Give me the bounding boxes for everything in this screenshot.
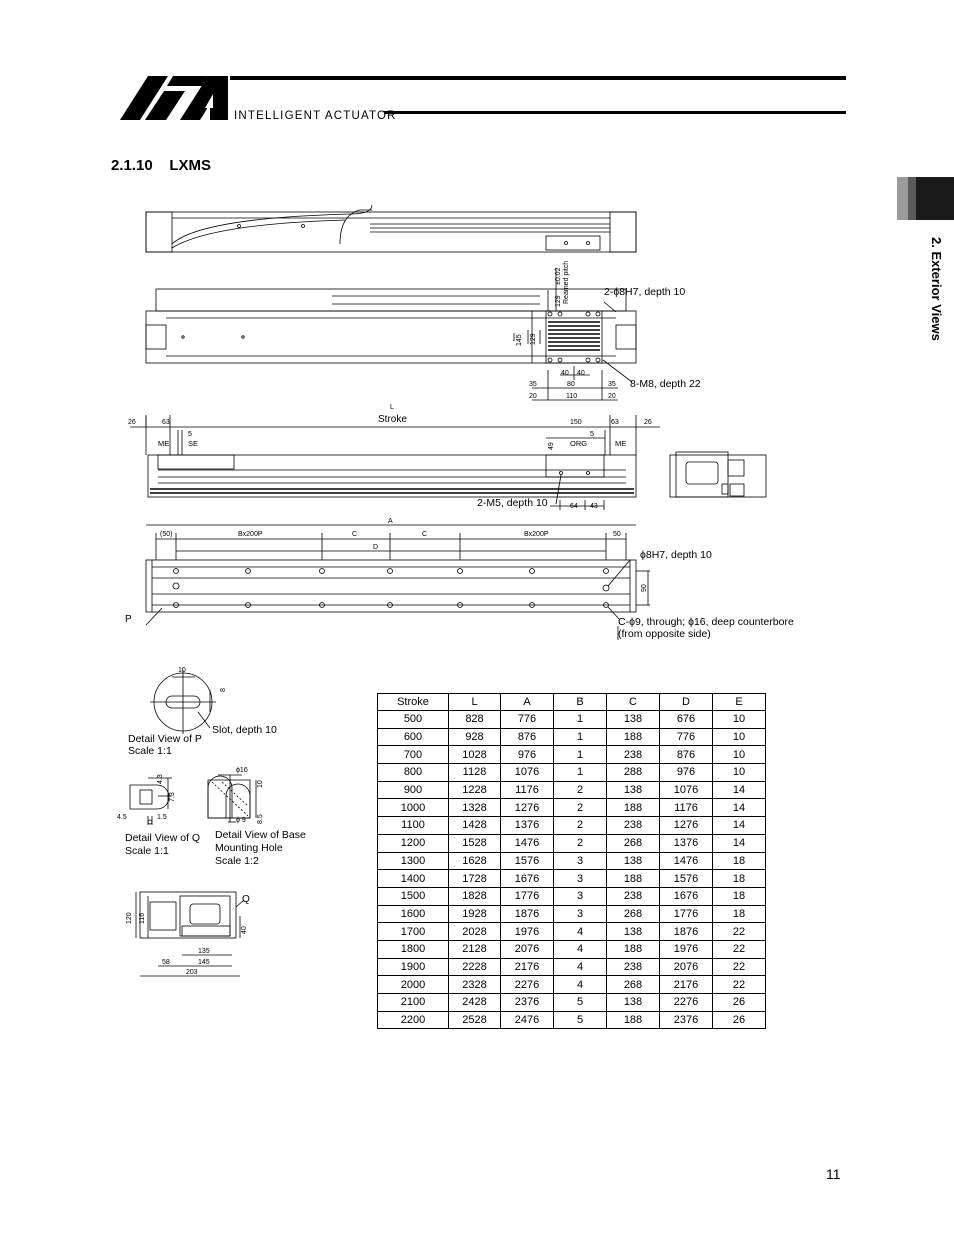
dim-150: 150 bbox=[570, 419, 582, 426]
table-cell: 14 bbox=[713, 799, 766, 817]
label-detail-q-2: Scale 1:1 bbox=[125, 845, 169, 857]
label-detail-p-2: Scale 1:1 bbox=[128, 745, 172, 757]
label-Q: Q bbox=[242, 894, 250, 905]
label-b2: Bx200P bbox=[524, 531, 549, 538]
table-cell: 2176 bbox=[660, 976, 713, 994]
table-cell: 2076 bbox=[501, 940, 554, 958]
stroke-dimension-table bbox=[377, 693, 766, 1029]
label-fifty-paren: (50) bbox=[160, 531, 173, 538]
table-cell: 238 bbox=[607, 887, 660, 905]
table-cell: 14 bbox=[713, 817, 766, 835]
table-row bbox=[378, 711, 766, 729]
detail-view-q bbox=[130, 778, 172, 825]
label-taps-m8: 8-M8, depth 22 bbox=[630, 378, 701, 390]
chapter-tab-label: 2. Exterior Views bbox=[929, 237, 944, 341]
chapter-tab bbox=[897, 177, 954, 220]
table-cell: 2176 bbox=[501, 958, 554, 976]
table-cell: 4 bbox=[554, 958, 607, 976]
label-P: P bbox=[125, 614, 132, 625]
table-cell: 676 bbox=[660, 711, 713, 729]
table-cell: 138 bbox=[607, 994, 660, 1012]
column-header: A bbox=[501, 694, 554, 711]
table-row bbox=[378, 976, 766, 994]
table-cell: 1876 bbox=[501, 905, 554, 923]
label-me-right: ME bbox=[615, 439, 627, 448]
table-cell: 1576 bbox=[501, 852, 554, 870]
table-cell: 4 bbox=[554, 976, 607, 994]
table-cell: 3 bbox=[554, 852, 607, 870]
column-header: E bbox=[713, 694, 766, 711]
table-cell: 2328 bbox=[449, 976, 501, 994]
table-cell: 1576 bbox=[660, 870, 713, 888]
table-cell: 1100 bbox=[378, 817, 449, 835]
top-side-view bbox=[146, 205, 636, 252]
table-cell: 2276 bbox=[660, 994, 713, 1012]
dim-e116: 116 bbox=[139, 912, 146, 924]
dim-q73: 7.3 bbox=[169, 792, 176, 802]
table-header-row bbox=[378, 694, 766, 711]
table-cell: 1076 bbox=[660, 781, 713, 799]
table-cell: 1228 bbox=[449, 781, 501, 799]
dim-b9: ϕ 9 bbox=[236, 817, 246, 824]
table-cell: 2476 bbox=[501, 1011, 554, 1029]
table-cell: 26 bbox=[713, 994, 766, 1012]
table-cell: 1000 bbox=[378, 799, 449, 817]
dim-26a: 26 bbox=[128, 419, 136, 426]
label-detail-base-3: Scale 1:2 bbox=[215, 855, 259, 867]
label-se: SE bbox=[188, 439, 199, 448]
brand-name: INTELLIGENT ACTUATOR bbox=[234, 110, 397, 122]
table-cell: 5 bbox=[554, 994, 607, 1012]
table-cell: 188 bbox=[607, 728, 660, 746]
top-plan-view bbox=[146, 289, 636, 400]
table-cell: 268 bbox=[607, 834, 660, 852]
table-cell: 2000 bbox=[378, 976, 449, 994]
dim-129a: 129 bbox=[555, 295, 562, 307]
table-cell: 10 bbox=[713, 746, 766, 764]
dim-q43: 4.3 bbox=[157, 774, 164, 784]
label-L: L bbox=[390, 404, 394, 411]
table-cell: 2276 bbox=[501, 976, 554, 994]
page-number: 11 bbox=[826, 1166, 841, 1182]
dim-145: 145 bbox=[516, 334, 523, 346]
table-cell: 1 bbox=[554, 728, 607, 746]
table-cell: 138 bbox=[607, 711, 660, 729]
dim-129b: 129 bbox=[530, 333, 537, 345]
label-counterbore-1: C-ϕ9, through; ϕ16, deep counterbore bbox=[618, 616, 794, 628]
dim-5a: 5 bbox=[188, 431, 192, 438]
table-cell: 188 bbox=[607, 1011, 660, 1029]
dim-5b: 5 bbox=[590, 431, 594, 438]
table-cell: 1976 bbox=[501, 923, 554, 941]
table-row bbox=[378, 746, 766, 764]
table-cell: 238 bbox=[607, 817, 660, 835]
dim-b85: 8.5 bbox=[257, 814, 264, 824]
table-cell: 22 bbox=[713, 940, 766, 958]
table-cell: 138 bbox=[607, 781, 660, 799]
table-cell: 188 bbox=[607, 799, 660, 817]
table-cell: 2 bbox=[554, 781, 607, 799]
detail-view-base-hole bbox=[208, 775, 256, 822]
table-cell: 2 bbox=[554, 834, 607, 852]
table-cell: 1 bbox=[554, 764, 607, 782]
label-org: ORG bbox=[570, 439, 588, 448]
label-taps-m5: 2-M5, depth 10 bbox=[477, 497, 548, 509]
table-cell: 18 bbox=[713, 887, 766, 905]
table-cell: 2200 bbox=[378, 1011, 449, 1029]
column-header: L bbox=[449, 694, 501, 711]
table-cell: 1728 bbox=[449, 870, 501, 888]
dim-90: 90 bbox=[641, 584, 648, 592]
table-cell: 2 bbox=[554, 817, 607, 835]
table-cell: 1028 bbox=[449, 746, 501, 764]
table-cell: 1776 bbox=[660, 905, 713, 923]
table-cell: 976 bbox=[501, 746, 554, 764]
table-cell: 2528 bbox=[449, 1011, 501, 1029]
table-cell: 14 bbox=[713, 834, 766, 852]
table-cell: 238 bbox=[607, 958, 660, 976]
table-cell: 188 bbox=[607, 940, 660, 958]
table-cell: 3 bbox=[554, 905, 607, 923]
table-cell: 1328 bbox=[449, 799, 501, 817]
table-cell: 1676 bbox=[501, 870, 554, 888]
table-cell: 138 bbox=[607, 852, 660, 870]
table-cell: 1500 bbox=[378, 887, 449, 905]
table-cell: 1376 bbox=[660, 834, 713, 852]
table-row bbox=[378, 799, 766, 817]
dim-20a: 20 bbox=[529, 393, 537, 400]
detail-view-p bbox=[150, 670, 216, 734]
label-fifty: 50 bbox=[613, 531, 621, 538]
dim-49: 49 bbox=[548, 442, 555, 450]
table-cell: 22 bbox=[713, 923, 766, 941]
dim-43: 43 bbox=[590, 503, 598, 510]
table-cell: 2128 bbox=[449, 940, 501, 958]
label-detail-base-2: Mounting Hole bbox=[215, 842, 283, 854]
dim-e120: 120 bbox=[126, 912, 133, 924]
table-cell: 138 bbox=[607, 923, 660, 941]
table-cell: 1900 bbox=[378, 958, 449, 976]
column-header: D bbox=[660, 694, 713, 711]
dim-40b: 40 bbox=[577, 370, 585, 377]
table-cell: 2376 bbox=[660, 1011, 713, 1029]
base-bottom-view bbox=[146, 525, 650, 640]
section-name: LXMS bbox=[169, 157, 212, 174]
dim-80: 80 bbox=[567, 381, 575, 388]
dim-40a: 40 bbox=[561, 370, 569, 377]
label-detail-q-1: Detail View of Q bbox=[125, 832, 201, 844]
table-row bbox=[378, 764, 766, 782]
dim-q15: 1.5 bbox=[157, 814, 167, 821]
dim-63a: 63 bbox=[162, 419, 170, 426]
table-cell: 976 bbox=[660, 764, 713, 782]
header-rule-top bbox=[230, 76, 846, 80]
dim-110: 110 bbox=[566, 393, 578, 400]
label-reamed: Reamed pitch bbox=[563, 260, 570, 304]
table-cell: 776 bbox=[660, 728, 713, 746]
side-elevation-view bbox=[130, 415, 660, 510]
label-b1: Bx200P bbox=[238, 531, 263, 538]
table-cell: 14 bbox=[713, 781, 766, 799]
dim-b10: 10 bbox=[257, 780, 264, 788]
table-cell: 3 bbox=[554, 870, 607, 888]
table-row bbox=[378, 905, 766, 923]
table-cell: 1628 bbox=[449, 852, 501, 870]
end-view bbox=[670, 452, 766, 497]
table-row bbox=[378, 1011, 766, 1029]
table-row bbox=[378, 834, 766, 852]
table-cell: 1700 bbox=[378, 923, 449, 941]
table-cell: 26 bbox=[713, 1011, 766, 1029]
table-cell: 1276 bbox=[660, 817, 713, 835]
label-c1: C bbox=[352, 531, 358, 538]
table-cell: 1 bbox=[554, 746, 607, 764]
table-cell: 1276 bbox=[501, 799, 554, 817]
table-cell: 10 bbox=[713, 711, 766, 729]
table-cell: 22 bbox=[713, 958, 766, 976]
table-cell: 238 bbox=[607, 746, 660, 764]
dim-64: 64 bbox=[570, 503, 578, 510]
table-cell: 268 bbox=[607, 905, 660, 923]
table-cell: 10 bbox=[713, 728, 766, 746]
section-number: 2.1.10 bbox=[111, 157, 153, 174]
table-cell: 1476 bbox=[660, 852, 713, 870]
table-cell: 1476 bbox=[501, 834, 554, 852]
table-cell: 5 bbox=[554, 1011, 607, 1029]
table-row bbox=[378, 940, 766, 958]
table-cell: 2 bbox=[554, 799, 607, 817]
table-cell: 1076 bbox=[501, 764, 554, 782]
label-me-left: ME bbox=[158, 439, 170, 448]
label-detail-base-1: Detail View of Base bbox=[215, 829, 306, 841]
dim-20b: 20 bbox=[608, 393, 616, 400]
label-stroke: Stroke bbox=[378, 414, 407, 425]
table-cell: 1600 bbox=[378, 905, 449, 923]
table-cell: 1776 bbox=[501, 887, 554, 905]
table-cell: 1 bbox=[554, 711, 607, 729]
column-header: C bbox=[607, 694, 660, 711]
dim-b16: ϕ16 bbox=[236, 767, 248, 774]
dim-63b: 63 bbox=[611, 419, 619, 426]
dim-e58: 58 bbox=[162, 959, 170, 966]
table-row bbox=[378, 817, 766, 835]
label-counterbore-2: (from opposite side) bbox=[618, 628, 711, 640]
table-cell: 928 bbox=[449, 728, 501, 746]
table-cell: 4 bbox=[554, 940, 607, 958]
table-cell: 2028 bbox=[449, 923, 501, 941]
dim-e145: 145 bbox=[198, 959, 210, 966]
table-cell: 800 bbox=[378, 764, 449, 782]
table-cell: 4 bbox=[554, 923, 607, 941]
table-cell: 700 bbox=[378, 746, 449, 764]
table-cell: 10 bbox=[713, 764, 766, 782]
table-cell: 288 bbox=[607, 764, 660, 782]
table-cell: 1676 bbox=[660, 887, 713, 905]
table-cell: 776 bbox=[501, 711, 554, 729]
end-view-detail bbox=[136, 892, 244, 976]
table-row bbox=[378, 781, 766, 799]
table-body bbox=[378, 711, 766, 1029]
label-D: D bbox=[373, 544, 379, 551]
dim-p10: 10 bbox=[178, 667, 186, 674]
table-cell: 2376 bbox=[501, 994, 554, 1012]
label-pin-hole-base: ϕ8H7, depth 10 bbox=[640, 549, 712, 561]
table-row bbox=[378, 728, 766, 746]
table-cell: 1176 bbox=[501, 781, 554, 799]
header-rule-bottom bbox=[384, 111, 846, 114]
table-cell: 876 bbox=[660, 746, 713, 764]
table-cell: 2076 bbox=[660, 958, 713, 976]
table-cell: 18 bbox=[713, 870, 766, 888]
dim-q45: 4.5 bbox=[117, 814, 127, 821]
dim-35b: 35 bbox=[608, 381, 616, 388]
label-c2: C bbox=[422, 531, 428, 538]
table-cell: 1876 bbox=[660, 923, 713, 941]
table-cell: 1428 bbox=[449, 817, 501, 835]
table-row bbox=[378, 887, 766, 905]
table-cell: 900 bbox=[378, 781, 449, 799]
table-cell: 1976 bbox=[660, 940, 713, 958]
table-cell: 18 bbox=[713, 905, 766, 923]
table-cell: 1800 bbox=[378, 940, 449, 958]
table-row bbox=[378, 852, 766, 870]
table-cell: 500 bbox=[378, 711, 449, 729]
table-cell: 1400 bbox=[378, 870, 449, 888]
label-A: A bbox=[388, 518, 393, 525]
label-tolerance: ±0.02 bbox=[555, 267, 562, 285]
table-cell: 1128 bbox=[449, 764, 501, 782]
table-cell: 188 bbox=[607, 870, 660, 888]
label-pin-holes: 2-ϕ8H7, depth 10 bbox=[604, 286, 686, 298]
iai-logo bbox=[118, 74, 230, 122]
table-cell: 3 bbox=[554, 887, 607, 905]
column-header: B bbox=[554, 694, 607, 711]
table-cell: 1176 bbox=[660, 799, 713, 817]
table-row bbox=[378, 958, 766, 976]
dim-e203: 203 bbox=[186, 969, 198, 976]
dim-e135: 135 bbox=[198, 948, 210, 955]
table-cell: 268 bbox=[607, 976, 660, 994]
table-cell: 2100 bbox=[378, 994, 449, 1012]
table-row bbox=[378, 994, 766, 1012]
table-cell: 876 bbox=[501, 728, 554, 746]
table-cell: 22 bbox=[713, 976, 766, 994]
table-cell: 1200 bbox=[378, 834, 449, 852]
dim-35a: 35 bbox=[529, 381, 537, 388]
section-title bbox=[111, 157, 211, 174]
dim-p8: 8 bbox=[220, 688, 227, 692]
table-cell: 1376 bbox=[501, 817, 554, 835]
label-detail-p-1: Detail View of P bbox=[128, 733, 202, 745]
dim-e40: 40 bbox=[241, 926, 248, 934]
dim-26b: 26 bbox=[644, 419, 652, 426]
label-slot: Slot, depth 10 bbox=[212, 724, 277, 736]
table-cell: 1828 bbox=[449, 887, 501, 905]
table-cell: 828 bbox=[449, 711, 501, 729]
table-cell: 2228 bbox=[449, 958, 501, 976]
table-cell: 18 bbox=[713, 852, 766, 870]
table-row bbox=[378, 870, 766, 888]
table-cell: 1300 bbox=[378, 852, 449, 870]
table-cell: 1528 bbox=[449, 834, 501, 852]
table-cell: 1928 bbox=[449, 905, 501, 923]
table-cell: 600 bbox=[378, 728, 449, 746]
table-row bbox=[378, 923, 766, 941]
column-header: Stroke bbox=[378, 694, 449, 711]
table-cell: 2428 bbox=[449, 994, 501, 1012]
